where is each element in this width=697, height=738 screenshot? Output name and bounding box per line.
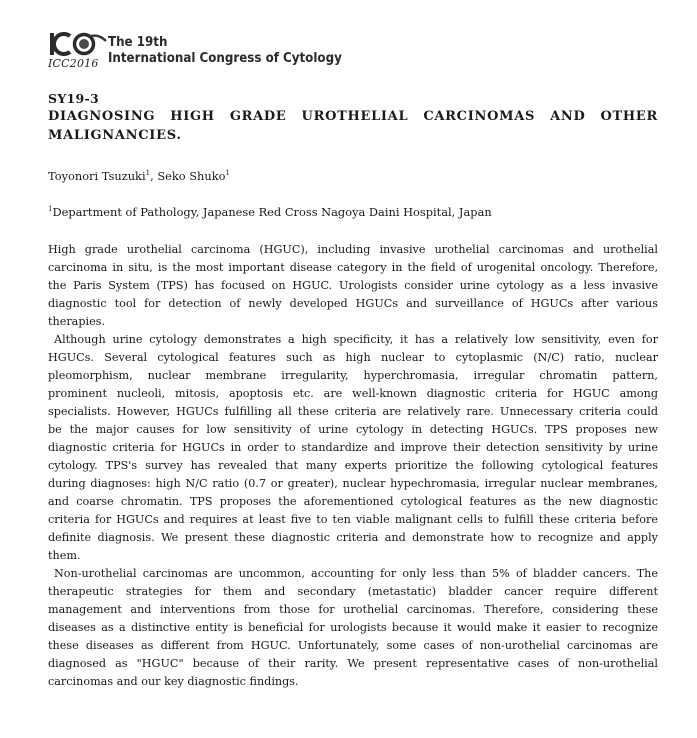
paragraph-line: specialists. However, HGUCs fulfilling all these criteria are relatively rare. Unnecessary criteria could [48, 405, 658, 418]
paragraph-line: pleomorphism, nuclear membrane irregularity, hyperchromasia, irregular chromatin pattern, [48, 369, 658, 382]
paragraph [48, 331, 658, 565]
paragraph-line: carcinomas and our key diagnostic findings. [48, 675, 299, 688]
affil-mark: 1 [48, 205, 53, 213]
affiliation-text: Department of Pathology, Japanese Red Cross Nagoya Daini Hospital, Japan [52, 205, 492, 219]
paragraph-line: Non-urothelial carcinomas are uncommon, accounting for only less than 5% of bladder cancers. The [54, 567, 658, 580]
congress-edition: The 19th [108, 34, 168, 50]
paragraph-line: criteria for HGUCs and requires at least five to ten viable malignant cells to fulfill these criteria before [48, 513, 658, 526]
paragraph-line: prominent nucleoli, mitosis, apoptosis etc. are well-known diagnostic criteria for HGUC among [48, 387, 658, 400]
paragraph-line: HGUCs. Several cytological features such as high nuclear to cytoplasmic (N/C) ratio, nuclear [48, 351, 658, 364]
abstract-code: SY19-3 [48, 91, 100, 106]
author-name: Toyonori Tsuzuki [48, 169, 146, 183]
paragraph-line: diagnostic tool for detection of newly developed HGUCs and surveillance of HGUCs after various [48, 297, 658, 310]
paragraph-line: therapies. [48, 315, 105, 328]
paragraph-line: diagnostic criteria for HGUCs in order to standardize and improve their detection sensitivity by urine [48, 441, 658, 454]
paragraph-line: them. [48, 549, 81, 562]
paragraph-line: these diseases as different from HGUC. Unfortunately, some cases of non-urothelial carcinomas are [48, 639, 658, 652]
author-affil-mark: 1 [225, 169, 230, 177]
author-affil-mark: 1 [145, 169, 151, 177]
paragraph-line: the Paris System (TPS) has focused on HGUC. Urologists consider urine cytology as a less invasive [48, 279, 658, 292]
paragraph [48, 241, 658, 331]
abstract-title [48, 107, 658, 145]
paragraph-line: cytology. TPS's survey has revealed that many experts prioritize the following cytological features [48, 459, 658, 472]
paragraph-line: carcinoma in situ, is the most important disease category in the field of urogenital oncology. Therefore, [48, 261, 658, 274]
paragraph-line: during diagnoses: high N/C ratio (0.7 or greater), nuclear hypechromasia, irregular nuclear membranes, [48, 477, 658, 490]
icc-logo-icon [48, 31, 108, 59]
paragraph-line: High grade urothelial carcinoma (HGUC), including invasive urothelial carcinomas and urothelial [48, 243, 658, 256]
authors [48, 169, 230, 183]
paragraph-line: definite diagnosis. We present these diagnostic criteria and demonstrate how to recognize and apply [48, 531, 658, 544]
paragraph-line: and coarse chromatin. TPS proposes the aforementioned cytological features as the new diagnostic [48, 495, 658, 508]
congress-name: International Congress of Cytology [108, 50, 342, 66]
paragraph-line: Although urine cytology demonstrates a high specificity, it has a relatively low sensitivity, even for [54, 333, 658, 346]
congress-title [108, 34, 342, 66]
paragraph-line: therapeutic strategies for them and secondary (metastatic) bladder cancer require different [48, 585, 658, 598]
title-line: DIAGNOSING HIGH GRADE UROTHELIAL CARCINOMAS AND OTHER [48, 109, 658, 124]
paragraph-line: diagnosed as "HGUC" because of their rarity. We present representative cases of non-urothelial [48, 657, 658, 670]
abstract-body [48, 241, 658, 691]
paragraph [48, 565, 658, 691]
author-name: , Seko Shuko [150, 169, 226, 183]
paragraph-line: management and interventions from those for urothelial carcinomas. Therefore, considering these [48, 603, 658, 616]
affiliation [48, 205, 492, 219]
paragraph-line: diseases as a distinctive entity is beneficial for urologists because it would make it easier to recognize [48, 621, 658, 634]
logo-year: ICC2016 [48, 57, 99, 70]
paragraph-line: be the major causes for low sensitivity of urine cytology in detecting HGUCs. TPS proposes new [48, 423, 658, 436]
title-line: MALIGNANCIES. [48, 128, 182, 143]
